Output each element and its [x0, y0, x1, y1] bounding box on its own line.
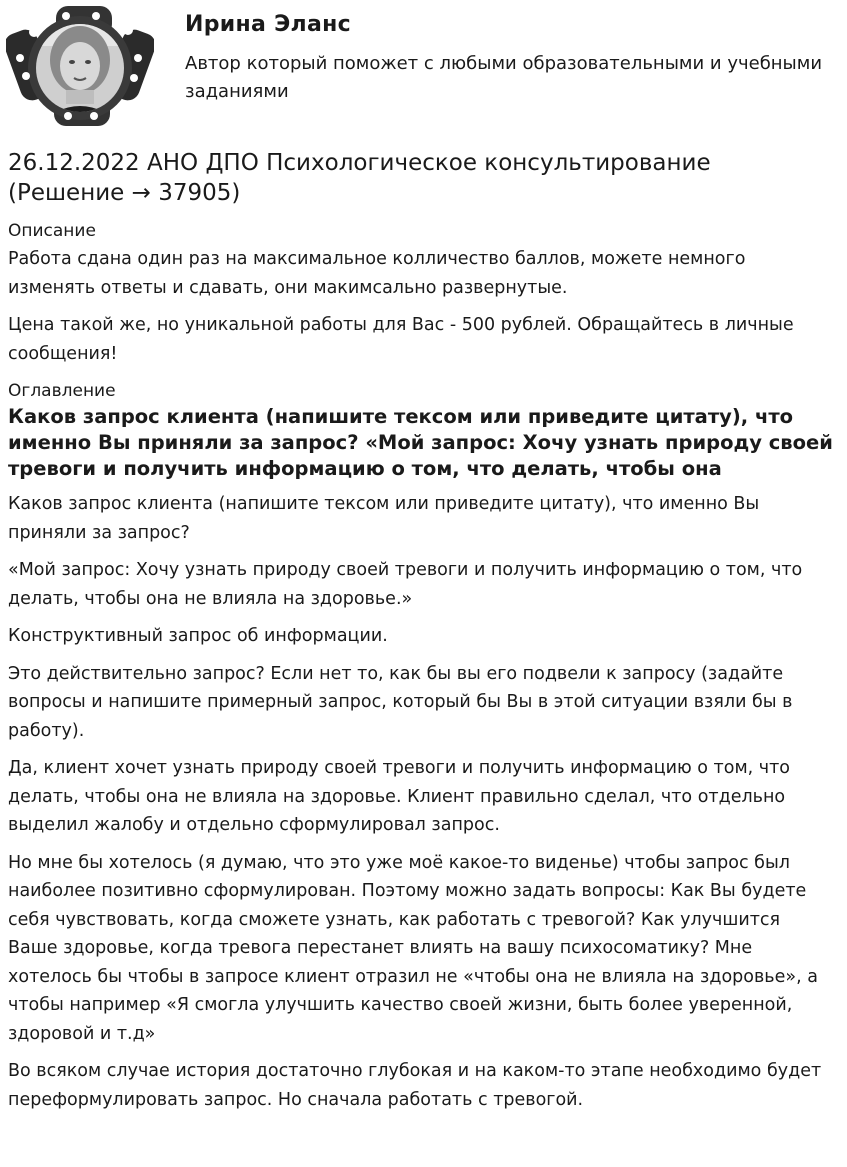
author-avatar[interactable] [6, 6, 154, 126]
author-name[interactable]: Ирина Эланс [185, 12, 351, 37]
document-content [8, 148, 833, 1114]
author-description: Автор который поможет с любыми образовательными и учебными заданиями [185, 53, 823, 102]
document-title: 26.12.2022 АНО ДПО Психологическое консультирование (Решение → 37905) [8, 150, 711, 206]
description-paragraph: Работа сдана один раз на максимальное колличество баллов, можете немного изменять ответы и сдавать, они макимсально развернутые. [8, 249, 746, 298]
body-paragraph: Да, клиент хочет узнать природу своей тревоги и получить информацию о том, что делать, чтобы она не влияла на здоровье. Клиент правильно сделал, что отдельно выделил жалобу и отдельно сформулировал запрос. [8, 758, 791, 835]
price-paragraph: Цена такой же, но уникальной работы для Вас - 500 рублей. Обращайтесь в личные сообщения! [8, 315, 794, 364]
body-paragraph: «Мой запрос: Хочу узнать природу своей тревоги и получить информацию о том, что делать, чтобы она не влияла на здоровье.» [8, 560, 803, 609]
toc-label: Оглавление [8, 381, 116, 401]
toc-heading[interactable]: Каков запрос клиента (напишите тексом или приведите цитату), что именно Вы приняли за запрос? «Мой запрос: Хочу узнать природу своей тревоги и получить информацию о том, что делать, чтобы она [8, 405, 833, 480]
description-label: Описание [8, 221, 96, 241]
body-paragraph: Это действительно запрос? Если нет то, как бы вы его подвели к запросу (задайте вопросы и напишите примерный запрос, который бы Вы в этой ситуации взяли бы в работу). [8, 663, 793, 741]
body-paragraph: Каков запрос клиента (напишите тексом или приведите цитату), что именно Вы приняли за запрос? [8, 494, 760, 543]
body-paragraph: Конструктивный запрос об информации. [8, 626, 388, 646]
body-paragraph: Но мне бы хотелось (я думаю, что это уже моё какое-то виденье) чтобы запрос был наиболее позитивно сформулирован. Поэтому можно задать вопросы: Как Вы будете себя чувствовать, когда сможете узнать, как работать с тревогой? Как улучшится Ваше здоровье, когда тревога перестанет влиять на вашу психосоматику? Мне хотелось бы чтобы в запросе клиент отразил не «чтобы она не влияла на здоровье», а чтобы например «Я смогла улучшить качество своей жизни, быть более уверенной, здоровой и т.д» [8, 852, 818, 1044]
author-header [0, 0, 847, 130]
body-paragraph: Во всяком случае история достаточно глубокая и на каком-то этапе необходимо будет переформулировать запрос. Но сначала работать с тревогой. [8, 1061, 822, 1110]
